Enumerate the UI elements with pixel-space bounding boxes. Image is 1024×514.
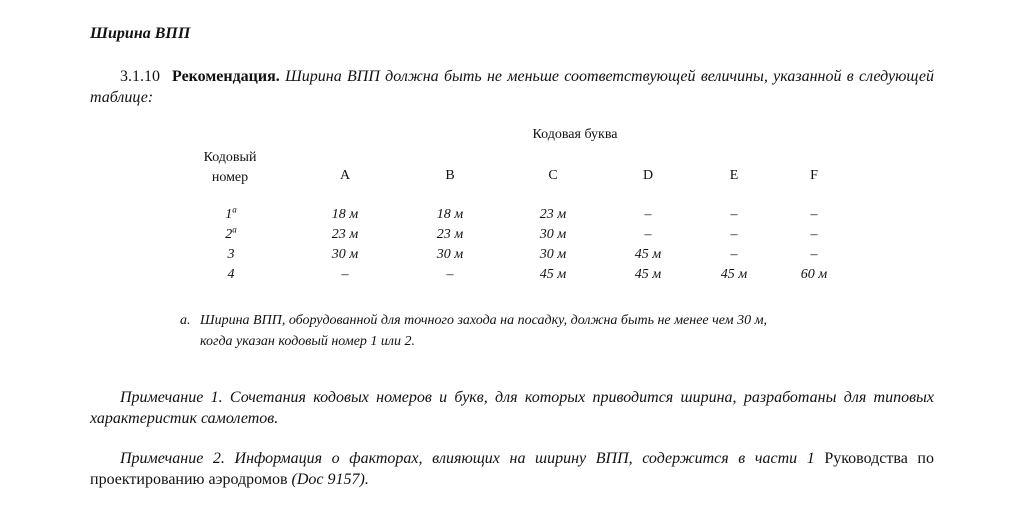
column-header-d: D: [642, 168, 654, 183]
table-cell: 18 м: [436, 207, 464, 222]
section-heading: Ширина ВПП: [90, 25, 191, 42]
table-footnote: [180, 310, 860, 352]
note-2-italic: Примечание 2. Информация о факторах, влияющих на ширину ВПП, содержится в части 1: [120, 450, 815, 467]
table-cell: 30 м: [539, 227, 567, 242]
table-cell: 30 м: [331, 247, 359, 262]
table-cell: –: [730, 247, 738, 262]
table-cell: –: [341, 267, 349, 282]
table-cell: 23 м: [539, 207, 567, 222]
column-header-a: A: [339, 168, 351, 183]
table-cell: –: [644, 207, 652, 222]
note-2-doc-ref: (Doc 9157).: [291, 471, 369, 488]
footnote-line-2: когда указан кодовый номер 1 или 2.: [200, 334, 416, 349]
table-cell: –: [644, 227, 652, 242]
table-cell: 60 м: [800, 267, 828, 282]
code-number-cell: 4: [227, 267, 235, 282]
code-number-cell: 1$^a$: [225, 204, 237, 222]
note-2-normal: Руководства по проектированию аэродромов: [90, 450, 934, 488]
column-header-c: C: [548, 168, 558, 183]
table-cell: –: [446, 267, 454, 282]
table-cell: –: [810, 247, 818, 262]
recommendation-paragraph: [90, 66, 934, 108]
table-cell: 45 м: [634, 267, 662, 282]
table-cell: –: [810, 207, 818, 222]
code-number-cell: 2$^a$: [225, 224, 237, 242]
table-cell: 23 м: [331, 227, 359, 242]
clause-number: 3.1.10: [120, 68, 160, 85]
note-1: Примечание 1. Сочетания кодовых номеров и букв, для которых приводится ширина, разработаны для типовых характеристик самолетов.: [90, 389, 934, 427]
table-cell: –: [730, 227, 738, 242]
footnote-line-1: Ширина ВПП, оборудованной для точного захода на посадку, должна быть не менее чем 30 м,: [200, 313, 768, 328]
recommendation-label: Рекомендация.: [172, 68, 280, 85]
table-cell: 45 м: [539, 267, 567, 282]
table-cell: –: [730, 207, 738, 222]
note-2: [90, 448, 934, 490]
table-cell: 23 м: [436, 227, 464, 242]
column-header-b: B: [445, 168, 455, 183]
recommendation-text: Ширина ВПП должна быть не меньше соответствующей величины, указанной в следующей таблице:: [90, 68, 935, 106]
code-number-header: Кодовый номер: [203, 150, 257, 185]
code-number-cell: 3: [227, 247, 235, 262]
table-cell: 18 м: [331, 207, 359, 222]
table-cell: 30 м: [539, 247, 567, 262]
table-cell: –: [810, 227, 818, 242]
column-header-f: F: [810, 168, 818, 183]
column-header-e: E: [729, 168, 739, 183]
table-cell: 45 м: [720, 267, 748, 282]
table-cell: 45 м: [634, 247, 662, 262]
footnote-mark: a.: [180, 313, 191, 328]
code-letter-header: Кодовая буква: [532, 127, 618, 142]
table-cell: 30 м: [436, 247, 464, 262]
